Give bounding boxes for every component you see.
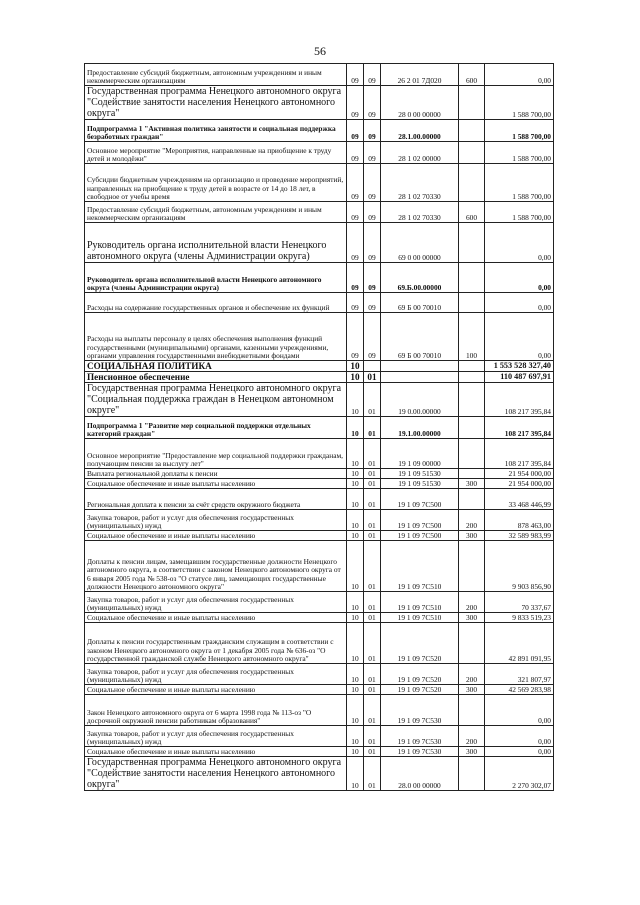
subsection-code-cell: 01: [364, 479, 381, 489]
section-code-cell: 10: [347, 623, 364, 664]
amount-cell: 9 903 856,90: [485, 541, 554, 592]
subsection-code-cell: 01: [364, 531, 381, 541]
expense-type-code-cell: 100: [459, 313, 485, 361]
item-name-cell: Социальное обеспечение и иные выплаты населению: [85, 613, 347, 623]
item-name-cell: Основное мероприятие "Предоставление мер социальной поддержки гражданам, получающим пенсии за выслугу лет": [85, 439, 347, 469]
section-code-cell: 10: [347, 541, 364, 592]
table-row: [85, 757, 554, 791]
item-name-cell: Доплаты к пенсии лицам, замещавшим государственные должности Ненецкого автономного округа, в соответствии с законом Ненецкого автономного округа от 6 января 2005 года № 538-оз "О статусе лиц, замещающих государственные должности Ненецкого автономного округа": [85, 541, 347, 592]
amount-cell: 32 589 983,99: [485, 531, 554, 541]
table-row: [85, 510, 554, 531]
table-row: [85, 439, 554, 469]
subsection-code-cell: 01: [364, 592, 381, 613]
item-name-cell: Закупка товаров, работ и услуг для обеспечения государственных (муниципальных) нужд: [85, 510, 347, 531]
section-code-cell: 10: [347, 489, 364, 510]
amount-cell: 1 588 700,00: [485, 202, 554, 223]
expense-type-code-cell: [459, 439, 485, 469]
item-name-cell: Социальное обеспечение и иные выплаты населению: [85, 685, 347, 695]
subsection-code-cell: 01: [364, 613, 381, 623]
amount-cell: 2 270 302,07: [485, 757, 554, 791]
expense-type-code-cell: [459, 263, 485, 293]
amount-cell: 108 217 395,84: [485, 439, 554, 469]
target-article-code-cell: 19.1.00.00000: [381, 417, 459, 439]
target-article-code-cell: 19 0.00.00000: [381, 383, 459, 417]
section-code-cell: 10: [347, 383, 364, 417]
subsection-code-cell: 01: [364, 685, 381, 695]
table-row: [85, 613, 554, 623]
expense-type-code-cell: 300: [459, 531, 485, 541]
amount-cell: 110 487 697,91: [485, 372, 554, 383]
section-code-cell: 10: [347, 747, 364, 757]
section-code-cell: 09: [347, 164, 364, 202]
target-article-code-cell: 69 Б 00 70010: [381, 313, 459, 361]
item-name-cell: Закупка товаров, работ и услуг для обеспечения государственных (муниципальных) нужд: [85, 664, 347, 685]
item-name-cell: Расходы на содержание государственных органов и обеспечение их функций: [85, 293, 347, 313]
table-row: [85, 383, 554, 417]
table-row: [85, 263, 554, 293]
table-row: [85, 685, 554, 695]
page-number: 56: [314, 44, 326, 58]
amount-cell: 42 891 091,95: [485, 623, 554, 664]
subsection-code-cell: 01: [364, 439, 381, 469]
expense-type-code-cell: 200: [459, 510, 485, 531]
item-name-cell: Закупка товаров, работ и услуг для обеспечения государственных (муниципальных) нужд: [85, 726, 347, 747]
amount-cell: 21 954 000,00: [485, 479, 554, 489]
target-article-code-cell: 19 1 09 7С530: [381, 726, 459, 747]
amount-cell: 0,00: [485, 695, 554, 726]
amount-cell: 21 954 000,00: [485, 469, 554, 479]
table-row: [85, 223, 554, 263]
item-name-cell: Предоставление субсидий бюджетным, автономным учреждениям и иным некоммерческим организациям: [85, 202, 347, 223]
target-article-code-cell: 28.0 00 00000: [381, 757, 459, 791]
item-name-cell: Подпрограмма 1 "Активная политика занятости и социальная поддержка безработных граждан": [85, 120, 347, 142]
subsection-code-cell: 01: [364, 383, 381, 417]
subsection-code-cell: 09: [364, 223, 381, 263]
target-article-code-cell: 19 1 09 51530: [381, 469, 459, 479]
item-name-cell: Социальное обеспечение и иные выплаты населению: [85, 479, 347, 489]
item-name-cell: Социальное обеспечение и иные выплаты населению: [85, 747, 347, 757]
amount-cell: 1 588 700,00: [485, 120, 554, 142]
expense-type-code-cell: [459, 757, 485, 791]
expense-type-code-cell: [459, 142, 485, 164]
target-article-code-cell: 19 1 09 7С520: [381, 623, 459, 664]
subsection-code-cell: 01: [364, 664, 381, 685]
amount-cell: 0,00: [485, 263, 554, 293]
expense-type-code-cell: [459, 372, 485, 383]
table-row: [85, 417, 554, 439]
subsection-code-cell: 09: [364, 64, 381, 86]
amount-cell: 0,00: [485, 313, 554, 361]
target-article-code-cell: [381, 372, 459, 383]
item-name-cell: Государственная программа Ненецкого автономного округа "Социальная поддержка граждан в Ненецком автономном округе": [85, 383, 347, 417]
item-name-cell: Доплаты к пенсии государственным гражданским служащим в соответствии с законом Ненецкого автономного округа от 1 декабря 2005 года № 636-оз "О государственной гражданской службе Ненецкого автономного округа": [85, 623, 347, 664]
subsection-code-cell: 01: [364, 372, 381, 383]
amount-cell: 9 833 519,23: [485, 613, 554, 623]
subsection-code-cell: 01: [364, 757, 381, 791]
item-name-cell: Выплата региональной доплаты к пенсии: [85, 469, 347, 479]
table-row: [85, 726, 554, 747]
section-code-cell: 10: [347, 613, 364, 623]
table-row: [85, 86, 554, 120]
amount-cell: 108 217 395,84: [485, 383, 554, 417]
section-code-cell: 10: [347, 757, 364, 791]
section-code-cell: 09: [347, 142, 364, 164]
subsection-code-cell: [364, 361, 381, 372]
table-row: [85, 592, 554, 613]
table-row: [85, 531, 554, 541]
section-code-cell: 09: [347, 293, 364, 313]
expense-type-code-cell: 300: [459, 479, 485, 489]
amount-cell: 33 468 446,99: [485, 489, 554, 510]
item-name-cell: Предоставление субсидий бюджетным, автономным учреждениям и иным некоммерческим организациям: [85, 64, 347, 86]
item-name-cell: Государственная программа Ненецкого автономного округа "Содействие занятости населения Ненецкого автономного округа": [85, 86, 347, 120]
amount-cell: 1 588 700,00: [485, 164, 554, 202]
subsection-code-cell: 09: [364, 164, 381, 202]
expense-type-code-cell: [459, 86, 485, 120]
subsection-code-cell: 01: [364, 726, 381, 747]
expense-type-code-cell: [459, 417, 485, 439]
section-code-cell: 10: [347, 510, 364, 531]
table-row: [85, 120, 554, 142]
subsection-code-cell: 09: [364, 86, 381, 120]
item-name-cell: Основное мероприятие "Мероприятия, направленные на приобщение к труду детей и молодёжи": [85, 142, 347, 164]
expense-type-code-cell: 200: [459, 726, 485, 747]
section-code-cell: 10: [347, 372, 364, 383]
section-code-cell: 09: [347, 263, 364, 293]
target-article-code-cell: 19 1 09 7С500: [381, 510, 459, 531]
section-code-cell: 10: [347, 531, 364, 541]
subsection-code-cell: 09: [364, 313, 381, 361]
expense-type-code-cell: 300: [459, 613, 485, 623]
item-name-cell: Закупка товаров, работ и услуг для обеспечения государственных (муниципальных) нужд: [85, 592, 347, 613]
budget-table-body: [85, 64, 554, 791]
subsection-code-cell: 09: [364, 293, 381, 313]
target-article-code-cell: 19 1 09 7С510: [381, 592, 459, 613]
table-row: [85, 202, 554, 223]
section-code-cell: 09: [347, 64, 364, 86]
table-row: [85, 541, 554, 592]
item-name-cell: Пенсионное обеспечение: [85, 372, 347, 383]
table-row: [85, 372, 554, 383]
item-name-cell: Государственная программа Ненецкого автономного округа "Содействие занятости населения Ненецкого автономного округа": [85, 757, 347, 791]
section-code-cell: 09: [347, 202, 364, 223]
subsection-code-cell: 01: [364, 469, 381, 479]
subsection-code-cell: 09: [364, 263, 381, 293]
target-article-code-cell: 19 1 09 7С520: [381, 664, 459, 685]
target-article-code-cell: 19 1 09 7С530: [381, 747, 459, 757]
item-name-cell: Расходы на выплаты персоналу в целях обеспечения выполнения функций государственными (муниципальными) органами, казенными учреждениями, органами управления государственными внебюджетными фондами: [85, 313, 347, 361]
target-article-code-cell: 69.Б.00.00000: [381, 263, 459, 293]
item-name-cell: Региональная доплата к пенсии за счёт средств окружного бюджета: [85, 489, 347, 510]
expense-type-code-cell: [459, 293, 485, 313]
amount-cell: 0,00: [485, 223, 554, 263]
expense-type-code-cell: 200: [459, 592, 485, 613]
section-code-cell: 10: [347, 417, 364, 439]
expense-type-code-cell: [459, 623, 485, 664]
expense-type-code-cell: [459, 383, 485, 417]
target-article-code-cell: 19 1 09 7С510: [381, 541, 459, 592]
subsection-code-cell: 09: [364, 120, 381, 142]
target-article-code-cell: 19 1 09 7С500: [381, 531, 459, 541]
expense-type-code-cell: [459, 120, 485, 142]
section-code-cell: 09: [347, 120, 364, 142]
subsection-code-cell: 01: [364, 489, 381, 510]
table-row: [85, 664, 554, 685]
section-code-cell: 10: [347, 695, 364, 726]
target-article-code-cell: 19 1 09 00000: [381, 439, 459, 469]
section-code-cell: 10: [347, 469, 364, 479]
expense-type-code-cell: [459, 361, 485, 372]
section-code-cell: 10: [347, 726, 364, 747]
expense-type-code-cell: 300: [459, 685, 485, 695]
expense-type-code-cell: [459, 469, 485, 479]
item-name-cell: Субсидии бюджетным учреждениям на организацию и проведение мероприятий, направленных на приобщение к труду детей в возрасте от 14 до 18 лет, в свободное от учебы время: [85, 164, 347, 202]
target-article-code-cell: 28 0 00 00000: [381, 86, 459, 120]
item-name-cell: Социальное обеспечение и иные выплаты населению: [85, 531, 347, 541]
target-article-code-cell: 19 1 09 7С520: [381, 685, 459, 695]
target-article-code-cell: 26 2 01 7Д020: [381, 64, 459, 86]
target-article-code-cell: 28.1.00.00000: [381, 120, 459, 142]
section-code-cell: 10: [347, 664, 364, 685]
expense-type-code-cell: [459, 164, 485, 202]
item-name-cell: Руководитель органа исполнительной власти Ненецкого автономного округа (члены Администрации округа): [85, 263, 347, 293]
target-article-code-cell: 28 1 02 70330: [381, 202, 459, 223]
subsection-code-cell: 01: [364, 417, 381, 439]
table-row: [85, 313, 554, 361]
section-code-cell: 10: [347, 592, 364, 613]
subsection-code-cell: 09: [364, 202, 381, 223]
expense-type-code-cell: [459, 541, 485, 592]
expense-type-code-cell: 200: [459, 664, 485, 685]
subsection-code-cell: 01: [364, 541, 381, 592]
target-article-code-cell: 19 1 09 7С530: [381, 695, 459, 726]
section-code-cell: 09: [347, 223, 364, 263]
table-row: [85, 142, 554, 164]
budget-table: [84, 63, 554, 791]
amount-cell: 108 217 395,84: [485, 417, 554, 439]
expense-type-code-cell: 600: [459, 202, 485, 223]
subsection-code-cell: 01: [364, 623, 381, 664]
table-row: [85, 747, 554, 757]
subsection-code-cell: 01: [364, 695, 381, 726]
table-row: [85, 64, 554, 86]
table-row: [85, 489, 554, 510]
target-article-code-cell: 19 1 09 51530: [381, 479, 459, 489]
section-code-cell: 10: [347, 439, 364, 469]
table-row: [85, 361, 554, 372]
section-code-cell: 09: [347, 86, 364, 120]
table-row: [85, 479, 554, 489]
subsection-code-cell: 01: [364, 510, 381, 531]
table-row: [85, 164, 554, 202]
amount-cell: 878 463,00: [485, 510, 554, 531]
target-article-code-cell: 69 0 00 00000: [381, 223, 459, 263]
target-article-code-cell: [381, 361, 459, 372]
table-row: [85, 469, 554, 479]
amount-cell: 1 553 528 327,40: [485, 361, 554, 372]
subsection-code-cell: 09: [364, 142, 381, 164]
section-code-cell: 10: [347, 479, 364, 489]
item-name-cell: Подпрограмма 1 "Развитие мер социальной поддержки отдельных категорий граждан": [85, 417, 347, 439]
expense-type-code-cell: 300: [459, 747, 485, 757]
item-name-cell: Руководитель органа исполнительной власти Ненецкого автономного округа (члены Администрации округа): [85, 223, 347, 263]
section-code-cell: 09: [347, 313, 364, 361]
section-code-cell: 10: [347, 685, 364, 695]
target-article-code-cell: 19 1 09 7С500: [381, 489, 459, 510]
expense-type-code-cell: [459, 695, 485, 726]
section-code-cell: 10: [347, 361, 364, 372]
target-article-code-cell: 69 Б 00 70010: [381, 293, 459, 313]
expense-type-code-cell: 600: [459, 64, 485, 86]
table-row: [85, 623, 554, 664]
table-row: [85, 293, 554, 313]
amount-cell: 1 588 700,00: [485, 142, 554, 164]
target-article-code-cell: 28 1 02 70330: [381, 164, 459, 202]
item-name-cell: СОЦИАЛЬНАЯ ПОЛИТИКА: [85, 361, 347, 372]
expense-type-code-cell: [459, 489, 485, 510]
amount-cell: 0,00: [485, 726, 554, 747]
amount-cell: 1 588 700,00: [485, 86, 554, 120]
amount-cell: 0,00: [485, 747, 554, 757]
target-article-code-cell: 19 1 09 7С510: [381, 613, 459, 623]
amount-cell: 70 337,67: [485, 592, 554, 613]
target-article-code-cell: 28 1 02 00000: [381, 142, 459, 164]
subsection-code-cell: 01: [364, 747, 381, 757]
expense-type-code-cell: [459, 223, 485, 263]
amount-cell: 0,00: [485, 293, 554, 313]
amount-cell: 42 569 283,98: [485, 685, 554, 695]
amount-cell: 321 807,97: [485, 664, 554, 685]
table-row: [85, 695, 554, 726]
amount-cell: 0,00: [485, 64, 554, 86]
item-name-cell: Закон Ненецкого автономного округа от 6 марта 1998 года № 113-оз "О досрочной окружной пенсии работникам образования": [85, 695, 347, 726]
